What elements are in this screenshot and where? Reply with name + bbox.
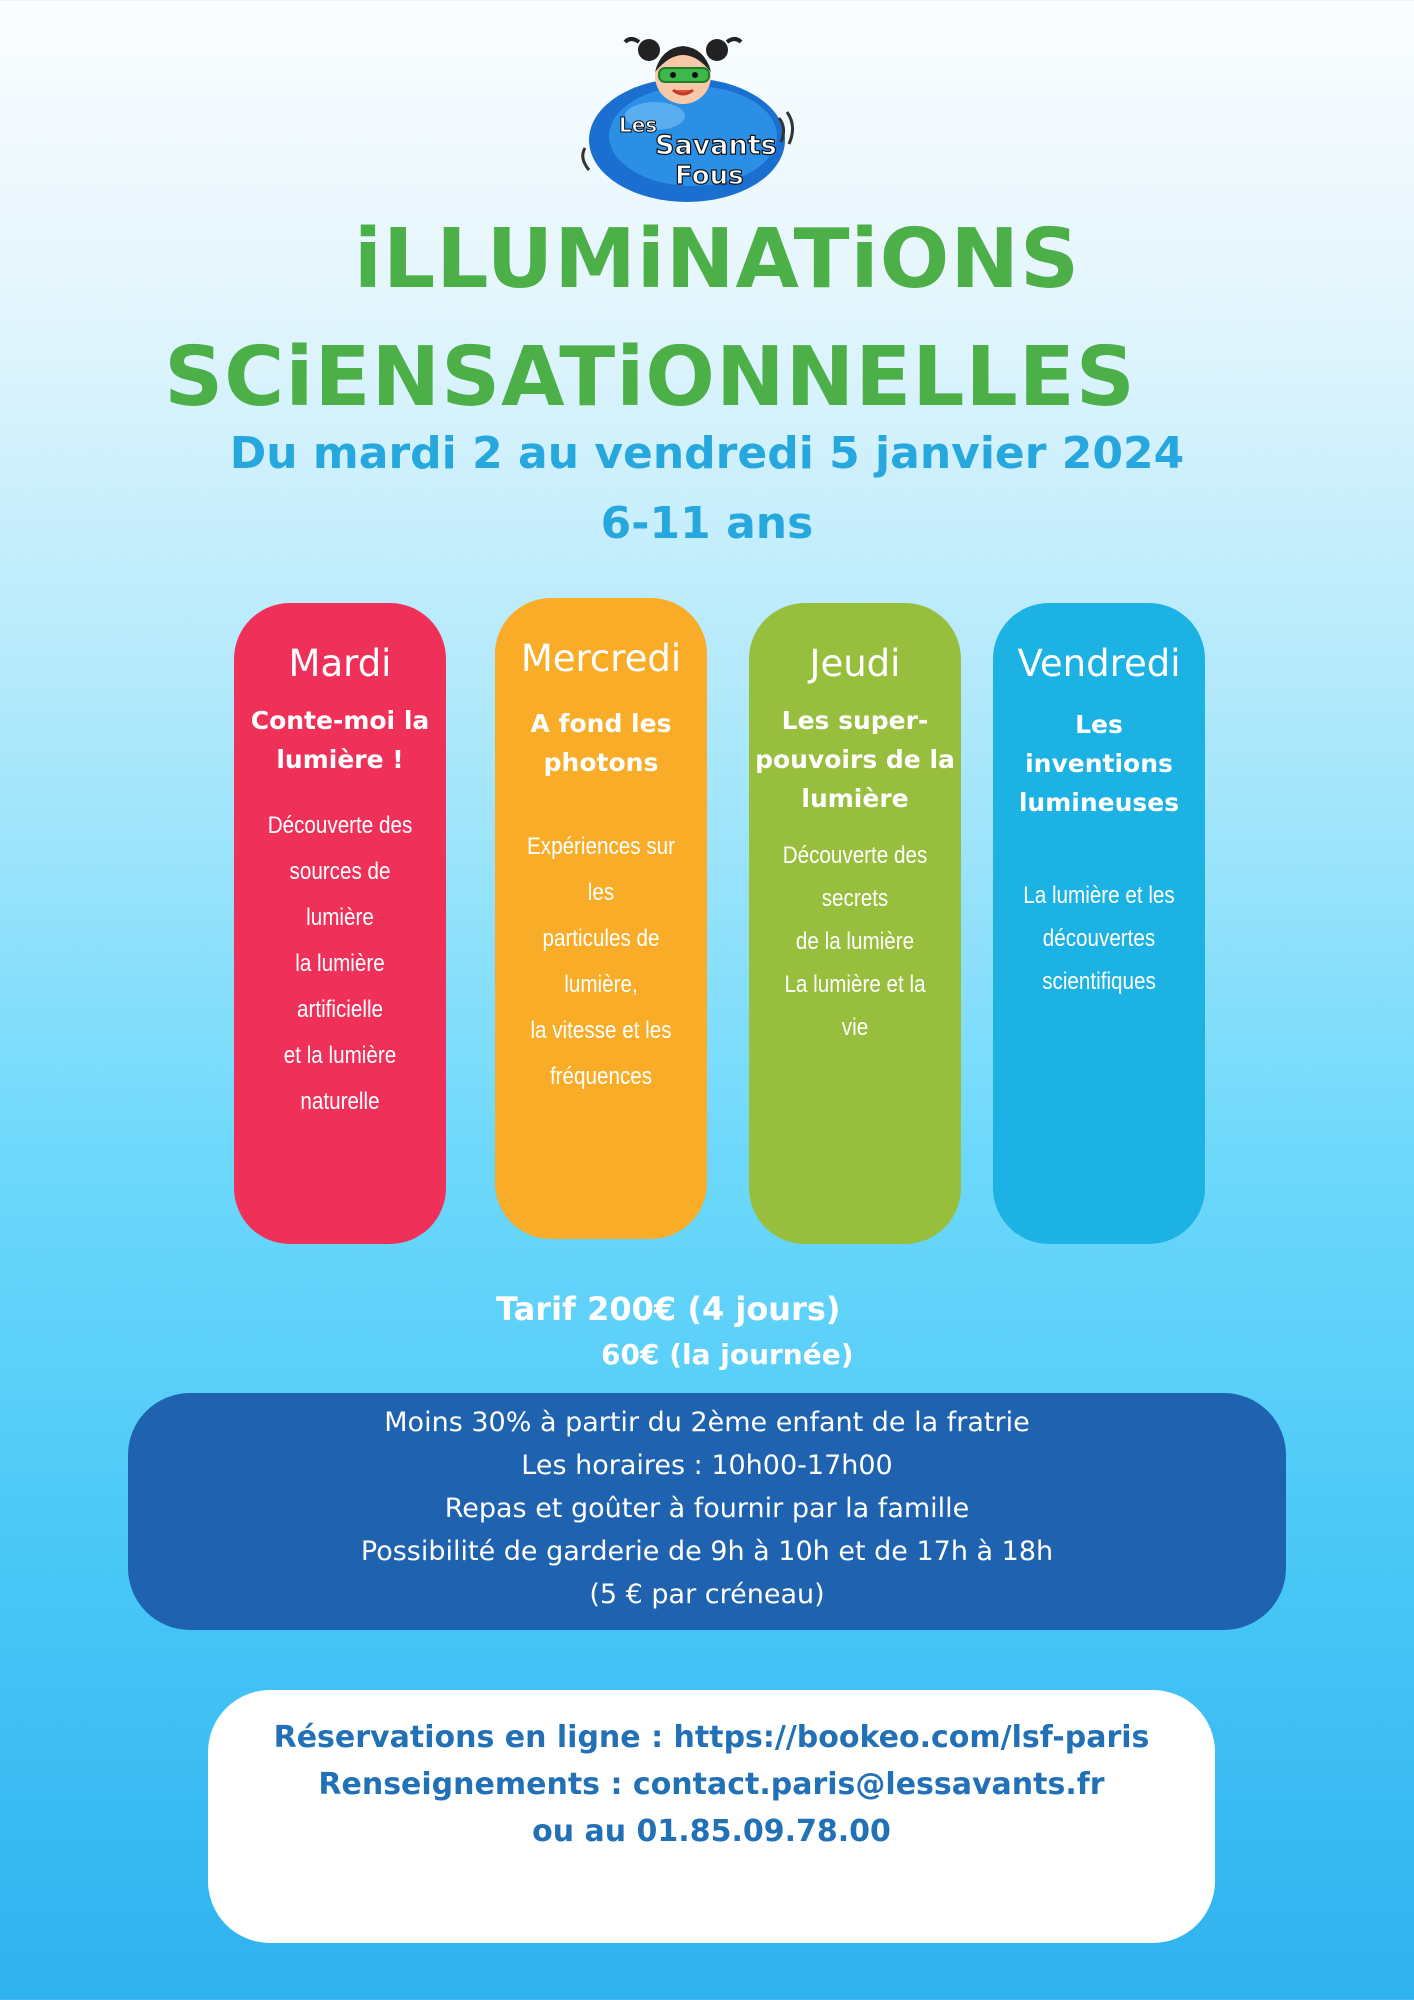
booking-link[interactable]: Réservations en ligne : https://bookeo.com/lsf-paris: [273, 1720, 1150, 1755]
day-name: Mardi: [288, 642, 392, 685]
info-childcare-price: (5 € par créneau): [589, 1579, 825, 1610]
logo-word-savants: Savants: [655, 130, 777, 161]
day-description: Découverte des sources de lumière la lumière artificielle et la lumière naturelle: [267, 812, 413, 1115]
logo-word-fous: Fous: [675, 161, 744, 191]
day-name: Vendredi: [1017, 642, 1181, 685]
day-topic: A fond les photons: [530, 709, 672, 777]
contact-phone[interactable]: ou au 01.85.09.78.00: [532, 1814, 891, 1849]
contact-box: [208, 1690, 1215, 1943]
day-name: Mercredi: [520, 637, 682, 680]
info-sibling-discount: Moins 30% à partir du 2ème enfant de la fratrie: [384, 1407, 1030, 1438]
day-card-mardi: [234, 603, 446, 1244]
day-topic: Conte-moi la lumière !: [250, 706, 430, 774]
day-card-jeudi: [749, 603, 961, 1244]
age-range: 6-11 ans: [600, 498, 814, 549]
day-card-vendredi: [993, 603, 1205, 1244]
info-hours: Les horaires : 10h00-17h00: [521, 1450, 893, 1481]
info-meals: Repas et goûter à fournir par la famille: [444, 1493, 970, 1524]
day-description: Découverte des secrets de la lumière La lumière et la vie: [782, 842, 928, 1041]
practical-info-box: [128, 1393, 1286, 1630]
les-savants-fous-logo: [575, 28, 797, 208]
day-description: Expériences sur les particules de lumière, la vitesse et les fréquences: [526, 833, 675, 1090]
title-line-1: iLLUMiNATiONS: [353, 212, 1081, 307]
logo-word-les: Les: [619, 113, 658, 137]
price-four-days: Tarif 200€ (4 jours): [496, 1290, 841, 1328]
day-name: Jeudi: [809, 642, 901, 685]
day-topic: Les super-pouvoirs de la lumière: [755, 706, 955, 813]
contact-email[interactable]: Renseignements : contact.paris@lessavants.fr: [318, 1767, 1105, 1802]
title-line-2: SCiENSATiONNELLES: [164, 330, 1136, 425]
info-childcare: Possibilité de garderie de 9h à 10h et de 17h à 18h: [360, 1536, 1054, 1567]
day-topic: Les inventions lumineuses: [1018, 710, 1180, 817]
price-per-day: 60€ (la journée): [601, 1338, 854, 1371]
day-description: La lumière et les découvertes scientifiques: [1023, 882, 1175, 995]
event-dates: Du mardi 2 au vendredi 5 janvier 2024: [229, 428, 1185, 479]
day-card-mercredi: [495, 598, 707, 1239]
